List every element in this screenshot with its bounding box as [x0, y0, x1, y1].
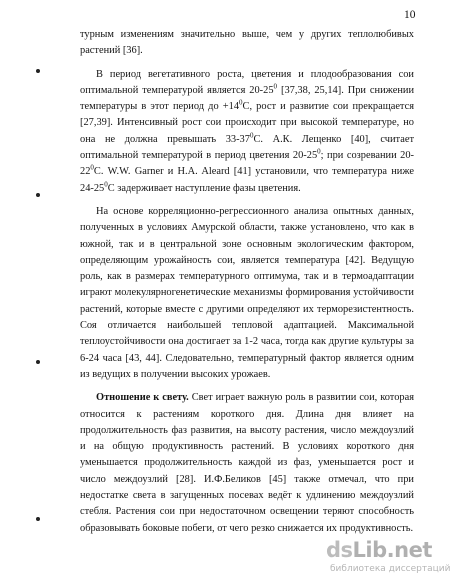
margin-dot: [36, 193, 40, 197]
paragraph-temperature-optimum: В период вегетативного роста, цветения и плодообразования сои оптимальной температурой является $20-25^0$ [37,38, 25,14]. При снижении температуры в этот период до $+14^0С$, рост и развитие сои прекращается [27,39]. Интенсивный рост сои происходит при высокой температуре, но она не должна превышать $33-37^0С$. А.К. Лещенко [40], считает оптимальной температурой в период цветения $20-25^0$; при созревании $20-22^0С$. W.W. Garner и H.A. Aleard [41] установили, что температура ниже $24-25^0С$ задерживает наступление фазы цветения.: [80, 68, 415, 194]
body-text: [80, 27, 414, 544]
watermark-logo-text: dsLib.net: [326, 538, 432, 562]
watermark-subtitle: библиотека диссертаций: [330, 564, 450, 574]
margin-dot: [36, 517, 40, 521]
page-number: 10: [404, 9, 416, 21]
paragraph-regression-analysis: На основе корреляционно-регрессионного анализа опытных данных, полученных в условиях Амурской области, также установлено, что как в южной, так и в центральной зоне основным экологическим фактором, определяющим урожайность сои, является температура [42]. Ведущую роль, как в размерах температурного оптимума, так и в термоадаптации играют молекулярногенетические механизмы формирования устойчивости растений, которые вместе с другими определяют их терморезистентность. Соя отличается наибольшей тепловой адаптацией. Максимальной теплоустойчивости она достигает за 1-2 часа, тогда как другие культуры за 6-24 часа [43, 44]. Следовательно, температурный фактор является одним из ведущих в получении высоких урожаев.: [80, 205, 414, 380]
margin-dot: [36, 69, 40, 73]
margin-dot: [36, 360, 40, 364]
paragraph-continuation: турным изменениям значительно выше, чем у других теплолюбивых растений [36].: [80, 29, 414, 57]
paragraph-light-relation: Отношение к свету. Свет играет важную роль в развитии сои, которая относится к растениям короткого дня. Длина дня влияет на продолжительность фаз развития, на высоту растения, число междоузлий и на общую продуктивность растений. В условиях короткого дня уменьшается продолжительность каждой из фаз, уменьшается рост и число междоузлий [28]. И.Ф.Беликов [45] также отмечал, что при недостатке света в загущенных посевах ведёт к удлинению междоузлий стебля. Растения сои при недостаточном освещении теряют способность образовывать боковые побеги, от чего резко снижается их продуктивность.: [80, 392, 414, 534]
watermark-logo: [326, 538, 450, 578]
